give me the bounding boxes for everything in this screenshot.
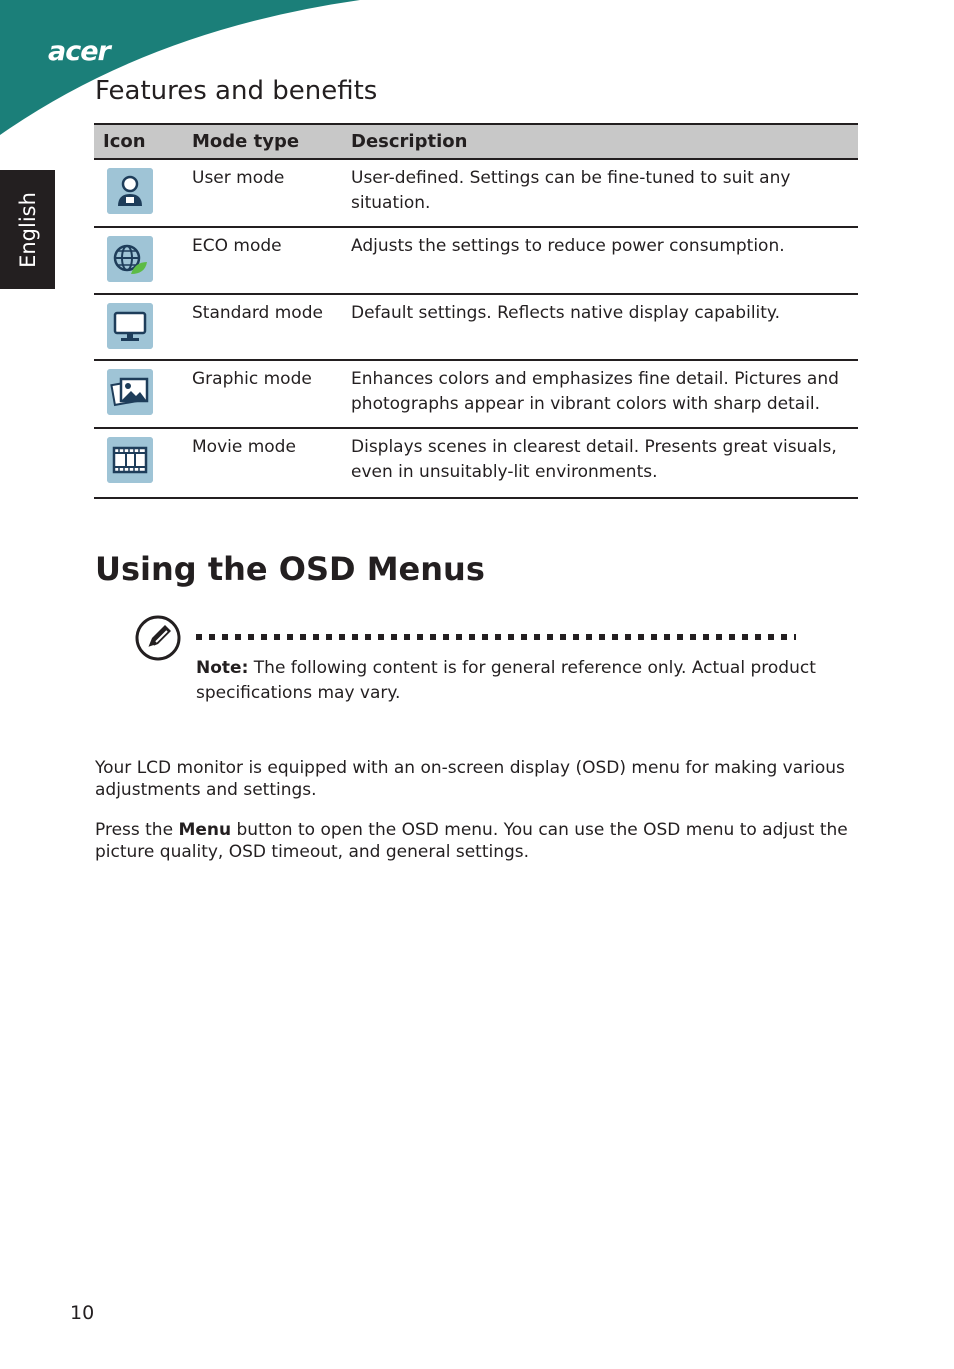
- table-header-row: [94, 124, 858, 159]
- standard-mode-icon: [107, 303, 153, 349]
- mode-name: Standard mode: [183, 294, 342, 360]
- para2-start: Press the: [95, 820, 179, 840]
- modes-table: [94, 123, 858, 499]
- mode-name: ECO mode: [183, 227, 342, 294]
- language-tab-label: English: [15, 191, 40, 268]
- osd-paragraph-2: [95, 819, 865, 863]
- graphic-mode-icon: [107, 369, 153, 415]
- table-row: [94, 159, 858, 227]
- note-body: The following content is for general reference only. Actual product specifications may vary.: [196, 658, 816, 703]
- osd-paragraph-1: Your LCD monitor is equipped with an on-screen display (OSD) menu for making various adjustments and settings.: [95, 758, 845, 800]
- header-mode-type: Mode type: [183, 124, 342, 159]
- mode-description: Adjusts the settings to reduce power consumption.: [342, 227, 858, 294]
- menu-keyword: Menu: [178, 820, 232, 840]
- mode-description: Enhances colors and emphasizes fine detail. Pictures and photographs appear in vibrant colors with sharp detail.: [342, 360, 858, 428]
- table-row: [94, 294, 858, 360]
- mode-name: Graphic mode: [183, 360, 342, 428]
- mode-description: User-defined. Settings can be fine-tuned to suit any situation.: [342, 159, 858, 227]
- note-divider: [196, 634, 796, 640]
- table-row: [94, 227, 858, 294]
- table-row: [94, 428, 858, 498]
- note-label: Note:: [196, 658, 249, 678]
- corner-swoosh: [0, 0, 360, 140]
- mode-description: Displays scenes in clearest detail. Presents great visuals, even in unsuitably-lit environments.: [342, 428, 858, 498]
- eco-mode-icon: [107, 236, 153, 282]
- note-text: [196, 656, 816, 706]
- section-title: Features and benefits: [95, 76, 378, 106]
- note-pen-icon: [134, 614, 182, 662]
- movie-mode-icon: [107, 437, 153, 483]
- mode-name: Movie mode: [183, 428, 342, 498]
- mode-description: Default settings. Reflects native display capability.: [342, 294, 858, 360]
- osd-section-title: Using the OSD Menus: [95, 550, 485, 588]
- acer-logo: acer: [48, 36, 110, 67]
- header-icon: Icon: [94, 124, 183, 159]
- language-tab: [0, 170, 55, 289]
- header-description: Description: [342, 124, 858, 159]
- para2-end: button to open the OSD menu. You can use the OSD menu to adjust the picture quality, OSD timeout, and general settings.: [95, 820, 848, 862]
- table-row: [94, 360, 858, 428]
- page-number: 10: [70, 1302, 95, 1324]
- user-mode-icon: [107, 168, 153, 214]
- mode-name: User mode: [183, 159, 342, 227]
